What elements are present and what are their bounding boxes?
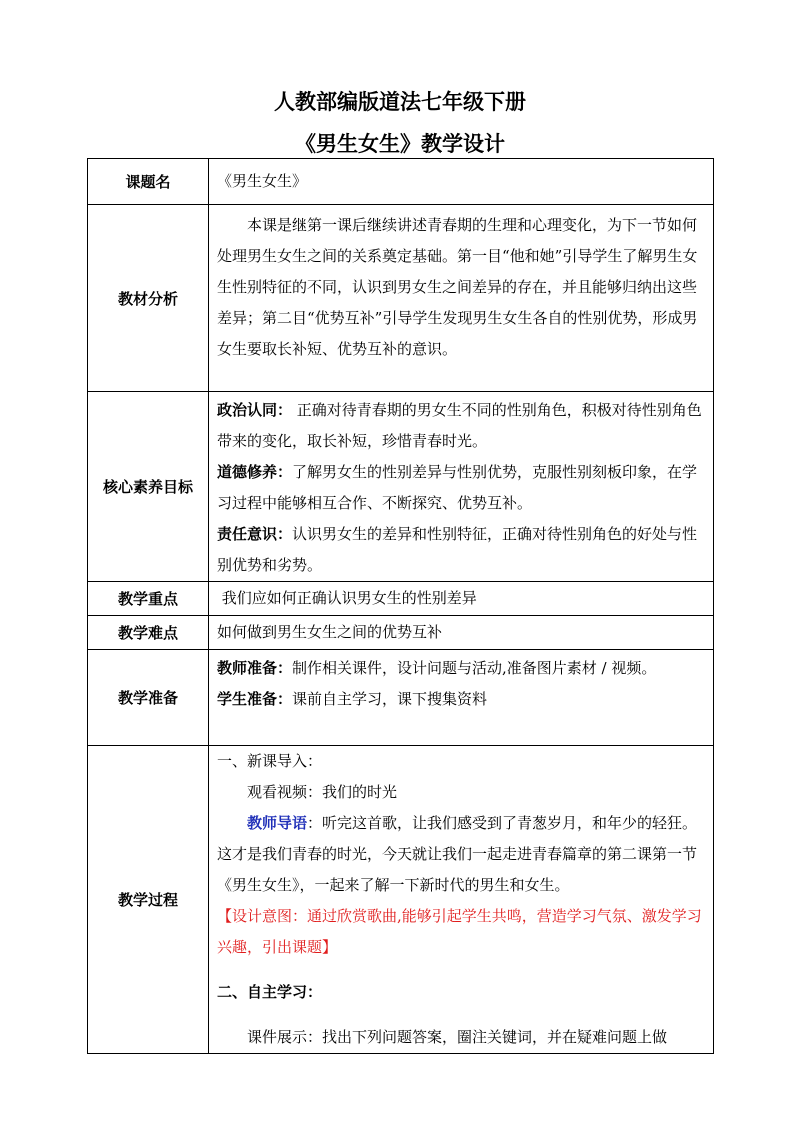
table-row <box>88 616 714 650</box>
student-preparation <box>217 684 707 715</box>
preparation-cell <box>209 650 714 746</box>
table-row <box>88 392 714 582</box>
section-self-study-title: 二、自主学习： <box>217 983 323 1001</box>
goal-term: 政治认同： <box>217 401 293 419</box>
preparation-label: 教学准备 <box>88 650 209 746</box>
student-preparation-term: 学生准备： <box>217 690 293 708</box>
goal-responsibility <box>217 519 707 581</box>
key-point-value: 我们应如何正确认识男女生的性别差异 <box>209 582 714 616</box>
analysis-label: 教材分析 <box>88 205 209 392</box>
table-row <box>88 582 714 616</box>
table-row <box>88 205 714 392</box>
analysis-text: 本课是继第一课后继续讲述青春期的生理和心理变化，为下一节如何处理男生女生之间的关系奠定基础。第一目“他和她”引导学生了解男生女生性别特征的不同，认识到男女生之间差异的存在，并且能够归纳出这些差异；第二目“优势互补”引导学生发现男生女生各自的性别优势，形成男女生要取长补短、优势互补的意识。 <box>217 216 698 358</box>
section-intro-title: 一、新课导入： <box>217 752 323 770</box>
goals-label: 核心素养目标 <box>88 392 209 582</box>
goal-term: 道德修养： <box>217 463 293 481</box>
goal-text: 了解男女生的性别差异与性别优势，克服性别刻板印象，在学习过程中能够相互合作、不断探究、优势互补。 <box>217 463 698 512</box>
goal-text: 正确对待青春期的男女生不同的性别角色，积极对待性别角色带来的变化，取长补短，珍惜青春时光。 <box>217 401 702 450</box>
teacher-guide-text: ：听完这首歌，让我们感受到了青葱岁月，和年少的轻狂。这才是我们青春的时光，今天就让我们一起走进青春篇章的第二课第一节《男生女生》，一起来了解一下新时代的男生和女生。 <box>217 814 698 894</box>
topic-label: 课题名 <box>88 159 209 205</box>
video-line: 观看视频：我们的时光 <box>247 783 398 801</box>
goal-term: 责任意识： <box>217 525 293 543</box>
teacher-preparation-term: 教师准备： <box>217 659 293 677</box>
document-title: 人教部编版道法七年级下册 <box>274 89 526 114</box>
table-row <box>88 650 714 746</box>
document-subtitle: 《男生女生》教学设计 <box>295 131 505 156</box>
table-row <box>88 746 714 1054</box>
process-label: 教学过程 <box>88 746 209 1054</box>
analysis-cell <box>209 205 714 392</box>
goal-political <box>217 395 707 457</box>
goal-text: 认识男女生的差异和性别特征，正确对待性别角色的好处与性别优势和劣势。 <box>217 525 698 574</box>
teacher-guide-term: 教师导语 <box>247 814 308 832</box>
goal-moral <box>217 457 707 519</box>
difficulty-value: 如何做到男生女生之间的优势互补 <box>209 616 714 650</box>
design-intent: 【设计意图：通过欣赏歌曲,能够引起学生共鸣，营造学习气氛、激发学习兴趣，引出课题】 <box>217 907 702 956</box>
goals-cell <box>209 392 714 582</box>
key-point-label: 教学重点 <box>88 582 209 616</box>
student-preparation-text: 课前自主学习，课下搜集资料 <box>292 690 488 708</box>
process-cell <box>209 746 714 1054</box>
teacher-preparation-text: 制作相关课件，设计问题与活动,准备图片素材 / 视频。 <box>292 659 657 677</box>
teacher-guide <box>217 808 707 901</box>
teacher-preparation <box>217 653 707 684</box>
courseware-line: 课件展示：找出下列问题答案，圈注关键词，并在疑难问题上做 <box>247 1028 668 1046</box>
difficulty-label: 教学难点 <box>88 616 209 650</box>
lesson-plan-table <box>87 158 714 1054</box>
topic-value: 《男生女生》 <box>209 159 714 205</box>
table-row <box>88 159 714 205</box>
